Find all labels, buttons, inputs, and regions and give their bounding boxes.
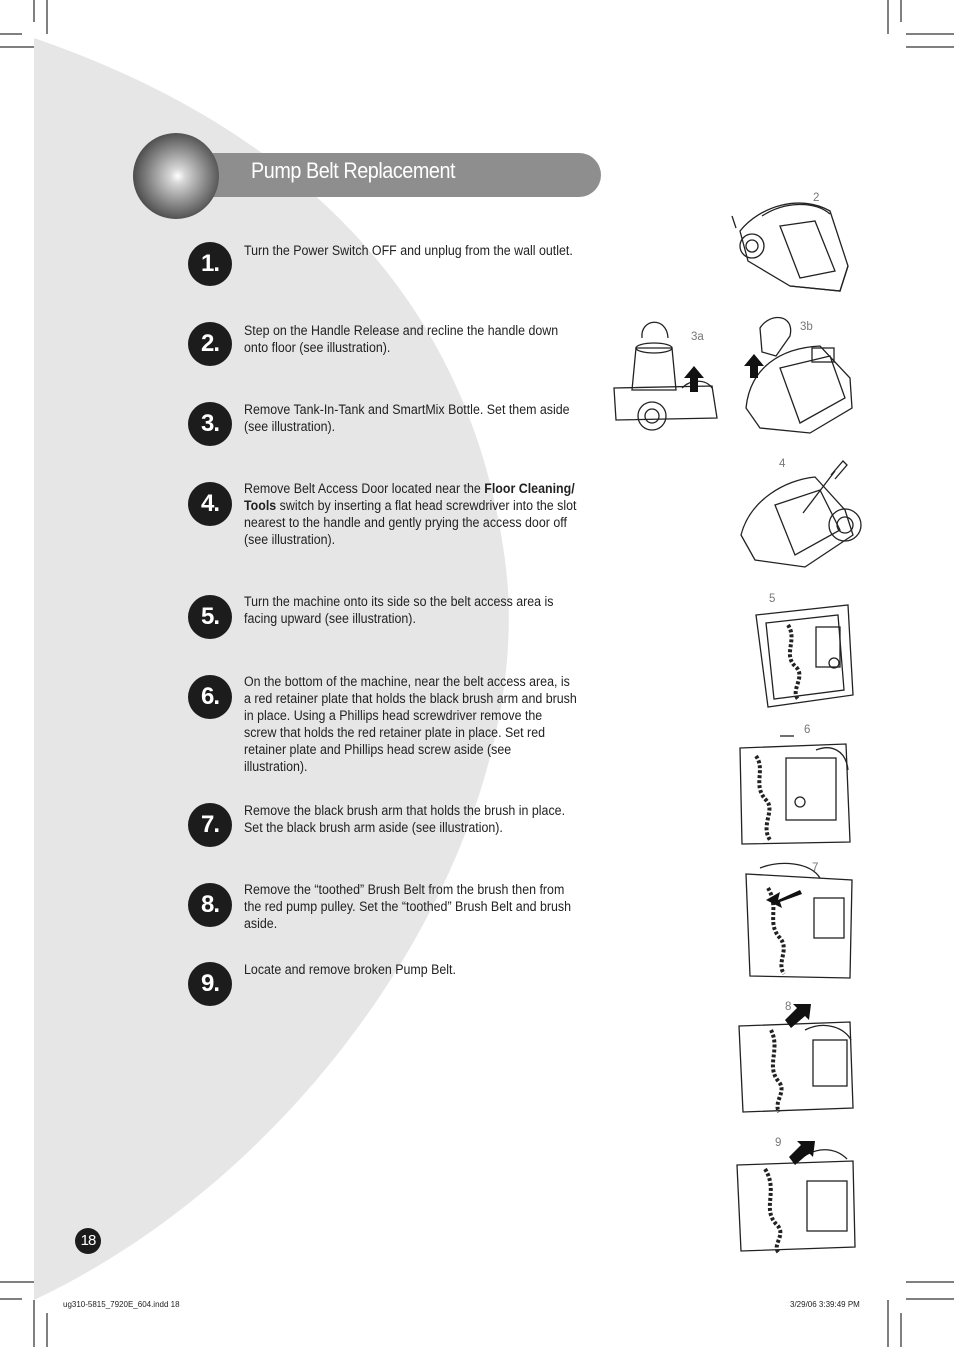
step-text-1: Turn the Power Switch OFF and unplug from the wall outlet. (244, 243, 573, 258)
step-number-2: 2. (188, 322, 232, 366)
illustration-machine-on-side (748, 595, 858, 715)
step-text-8: Remove the “toothed” Brush Belt from the brush then from the red pump pulley. Set the “toothed” Brush Belt and brush aside. (244, 882, 572, 931)
step-number-3: 3. (188, 402, 232, 446)
figure-label-4: 4 (779, 458, 786, 470)
page-title: Pump Belt Replacement (251, 158, 456, 183)
step-text-2: Step on the Handle Release and recline the handle down onto floor (see illustration). (244, 323, 559, 355)
step-number-4: 4. (188, 482, 232, 526)
step-text-3: Remove Tank-In-Tank and SmartMix Bottle. Set them aside (see illustration). (244, 402, 570, 434)
step-text-6: On the bottom of the machine, near the belt access area, is a red retainer plate that holds the black brush arm and brush in place. Using a Phillips head screwdriver remove the screw that holds the red retainer plate in place. Set red retainer plate and Phillips head screw aside (see illustration). (244, 674, 577, 774)
illustration-remove-pump-belt (735, 1135, 860, 1255)
figure-label-5: 5 (769, 593, 776, 605)
page-number: 18 (75, 1228, 101, 1254)
step-number-6: 6. (188, 675, 232, 719)
illustration-belt-access-door (735, 455, 865, 575)
illustration-remove-tank (612, 308, 722, 438)
floor-cleaning-tools-bold: Floor Cleaning/ Tools (244, 481, 575, 513)
illustration-remove-toothed-belt (735, 1000, 860, 1115)
step-text-4: Remove Belt Access Door located near the Floor Cleaning/ Tools switch by inserting a flat head screwdriver into the slot nearest to the handle and gently prying the access door off (see illustration). (244, 481, 577, 547)
figure-label-9: 9 (775, 1137, 782, 1149)
step-number-7: 7. (188, 803, 232, 847)
figure-label-6: 6 (804, 724, 811, 736)
illustration-remove-brush-arm (740, 858, 865, 983)
step-number-5: 5. (188, 595, 232, 639)
step-text-5: Turn the machine onto its side so the belt access area is facing upward (see illustration). (244, 594, 554, 626)
illustration-remove-retainer-screw (736, 730, 856, 848)
header-sphere-icon (133, 133, 219, 219)
figure-label-3b: 3b (800, 321, 813, 333)
figure-label-8: 8 (785, 1001, 792, 1013)
illustration-recline-handle (730, 186, 855, 301)
figure-label-7: 7 (812, 862, 819, 874)
footer-filename: ug310-5815_7920E_604.indd 18 (63, 1300, 180, 1309)
footer-timestamp: 3/29/06 3:39:49 PM (790, 1300, 860, 1309)
step-text-7: Remove the black brush arm that holds the brush in place. Set the black brush arm aside (see illustration). (244, 803, 566, 835)
figure-label-3a: 3a (691, 331, 704, 343)
figure-label-2: 2 (813, 192, 820, 204)
step-number-9: 9. (188, 962, 232, 1006)
step-text-9: Locate and remove broken Pump Belt. (244, 962, 456, 977)
step-number-8: 8. (188, 883, 232, 927)
step-number-1: 1. (188, 242, 232, 286)
